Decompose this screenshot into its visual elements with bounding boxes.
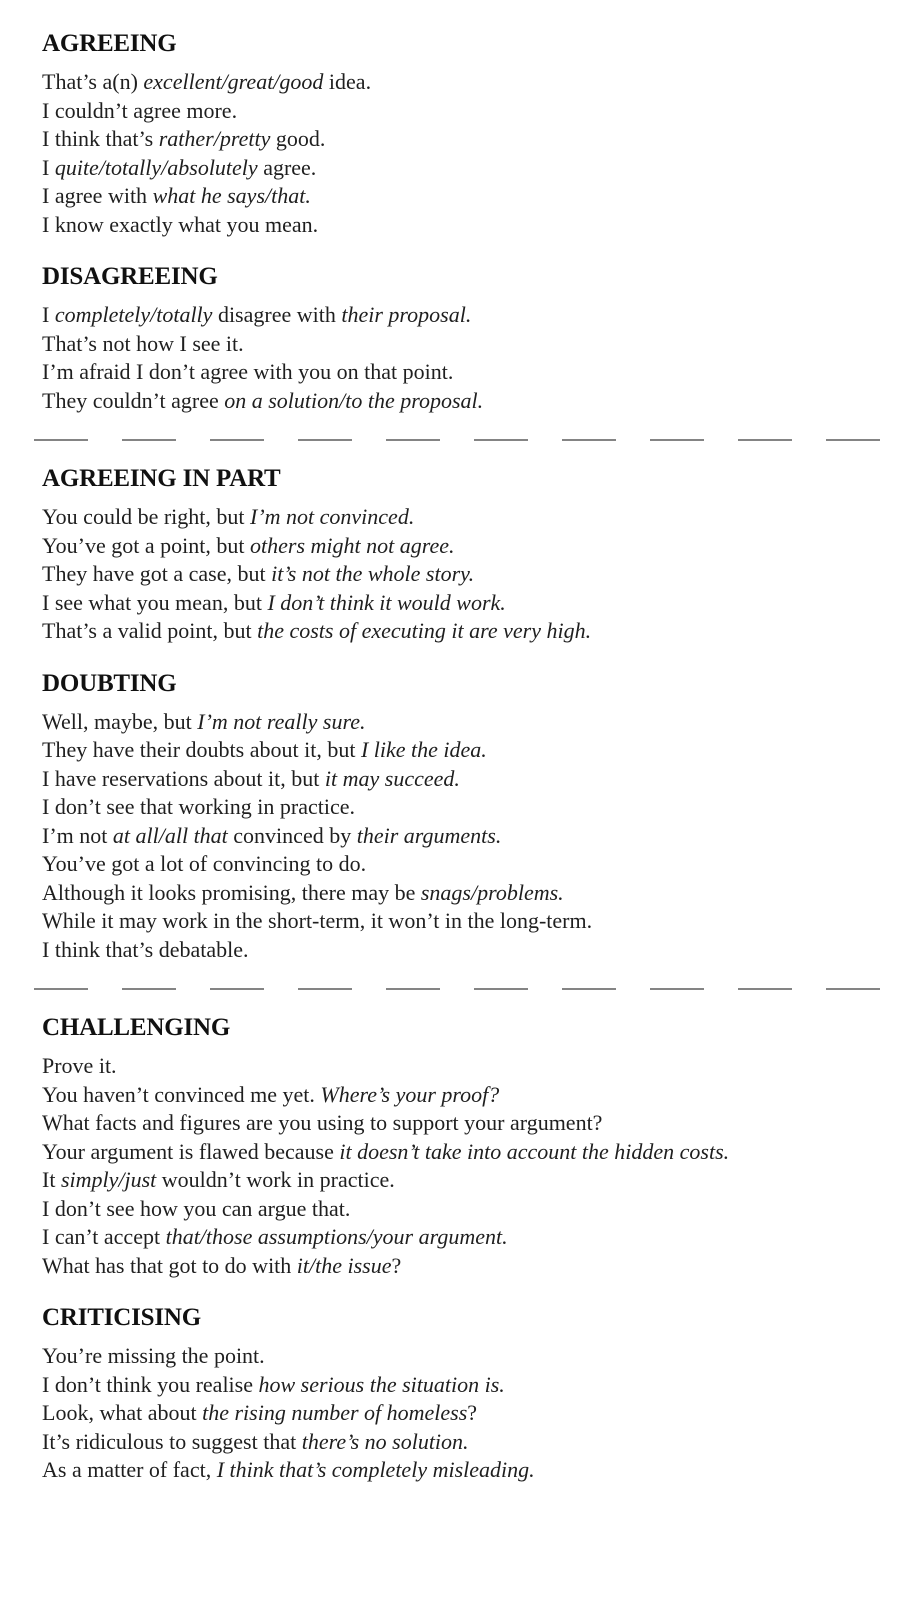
section-title-agreeing-in-part: AGREEING IN PART: [42, 465, 281, 492]
phrase-line: [42, 1252, 870, 1281]
phrase-text: It’s ridiculous to suggest that: [42, 1428, 302, 1454]
section-title-criticising: CRITICISING: [42, 1304, 201, 1331]
phrase-line: [42, 358, 870, 387]
phrase-variable-text: others might not agree.: [250, 532, 455, 558]
phrase-line: [42, 97, 870, 126]
phrase-variable-text: on a solution/to the proposal.: [224, 387, 484, 413]
phrase-text: I don’t think you realise: [42, 1371, 259, 1397]
phrase-variable-text: snags/problems.: [420, 879, 564, 905]
phrase-text: ?: [391, 1252, 402, 1278]
phrase-line: [42, 879, 870, 908]
phrase-line: [42, 503, 870, 532]
phrase-variable-text: quite/totally/absolutely: [54, 154, 258, 180]
section-agreeing-in-part: [42, 465, 870, 646]
section-divider: [34, 439, 888, 441]
phrase-line: [42, 1166, 870, 1195]
phrase-line: [42, 1052, 870, 1081]
phrase-line: [42, 1081, 870, 1110]
phrase-text: convinced by: [227, 822, 357, 848]
phrase-line: [42, 1371, 870, 1400]
section-challenging: [42, 1014, 870, 1280]
section-disagreeing: [42, 263, 870, 415]
phrase-text: That’s a valid point, but: [42, 618, 258, 643]
phrase-variable-text: the rising number of homeless: [202, 1400, 468, 1425]
page-content: [42, 30, 870, 1485]
phrase-line: [42, 822, 870, 851]
phrase-line: [42, 560, 870, 589]
phrase-line: [42, 936, 870, 965]
phrase-variable-text: I’m not convinced.: [250, 504, 415, 529]
section-divider: [34, 988, 888, 990]
phrase-variable-text: excellent/great/good: [143, 69, 324, 94]
phrase-line: [42, 589, 870, 618]
phrase-text: I’m not: [42, 822, 113, 848]
phrase-line: [42, 1428, 870, 1457]
phrase-line: [42, 154, 870, 183]
phrase-line: [42, 1456, 870, 1485]
phrase-text: Although it looks promising, there may be: [42, 879, 421, 905]
phrase-variable-text: simply/just: [60, 1167, 157, 1192]
phrase-text: You’ve got a point, but: [42, 532, 250, 558]
phrase-text: Well, maybe, but: [42, 708, 198, 734]
phrase-text: I don’t see that working in practice.: [42, 794, 355, 819]
phrase-text: I agree with: [42, 183, 153, 208]
phrase-variable-text: how serious the situation is.: [258, 1371, 505, 1397]
phrase-text: Prove it.: [42, 1053, 117, 1078]
phrase-text: What has that got to do with: [42, 1252, 297, 1278]
phrase-text: I see what you mean, but: [42, 589, 268, 615]
phrase-variable-text: rather/pretty: [158, 126, 271, 151]
phrase-text: You could be right, but: [42, 504, 250, 529]
section-title-challenging: CHALLENGING: [42, 1014, 231, 1041]
phrase-line: [42, 211, 870, 240]
phrase-text: While it may work in the short-term, it won’t in the long-term.: [42, 908, 593, 933]
phrase-line: [42, 301, 870, 330]
phrase-line: [42, 387, 870, 416]
phrase-text: idea.: [323, 69, 372, 94]
phrase-variable-text: their proposal.: [341, 302, 472, 327]
phrase-text: Your argument is flawed because: [42, 1138, 340, 1164]
phrase-text: good.: [270, 126, 326, 151]
section-doubting: [42, 670, 870, 965]
section-title-doubting: DOUBTING: [42, 669, 177, 697]
phrase-text: They have got a case, but: [42, 561, 272, 586]
phrase-variable-text: it’s not the whole story.: [271, 561, 475, 586]
phrase-text: I: [42, 154, 55, 180]
phrase-text: Look, what about: [42, 1400, 203, 1425]
phrase-line: [42, 1399, 870, 1428]
phrase-line: [42, 1138, 870, 1167]
phrase-text: You’ve got a lot of convincing to do.: [42, 851, 367, 876]
phrase-line: [42, 68, 870, 97]
phrase-variable-text: it may succeed.: [324, 765, 460, 791]
phrase-variable-text: completely/totally: [54, 302, 213, 327]
phrase-text: ?: [467, 1400, 478, 1425]
phrase-line: [42, 532, 870, 561]
phrase-text: wouldn’t work in practice.: [156, 1167, 395, 1192]
phrase-variable-text: I like the idea.: [360, 737, 487, 762]
phrase-variable-text: there’s no solution.: [301, 1428, 469, 1454]
phrase-text: That’s a(n): [42, 69, 144, 94]
phrase-text: I: [42, 302, 55, 327]
phrase-text: I’m afraid I don’t agree with you on that point.: [42, 359, 454, 384]
phrase-line: [42, 1342, 870, 1371]
phrase-text: As a matter of fact,: [42, 1457, 217, 1482]
phrase-variable-text: Where’s your proof?: [320, 1081, 500, 1107]
phrase-variable-text: it doesn’t take into account the hidden costs.: [339, 1138, 730, 1164]
phrase-variable-text: what he says/that.: [152, 183, 311, 208]
phrase-text: I have reservations about it, but: [42, 765, 325, 791]
phrase-text: I think that’s debatable.: [42, 936, 249, 962]
phrase-variable-text: at all/all that: [112, 822, 228, 848]
phrase-text: I don’t see how you can argue that.: [42, 1195, 351, 1221]
phrase-variable-text: their arguments.: [356, 822, 502, 848]
phrase-text: I can’t accept: [42, 1224, 166, 1249]
phrase-text: I think that’s: [42, 126, 159, 151]
phrase-line: [42, 850, 870, 879]
phrase-line: [42, 1223, 870, 1252]
phrase-line: [42, 765, 870, 794]
section-agreeing: [42, 30, 870, 239]
phrase-line: [42, 330, 870, 359]
phrase-variable-text: I think that’s completely misleading.: [216, 1457, 535, 1482]
phrase-line: [42, 182, 870, 211]
phrase-text: That’s not how I see it.: [42, 330, 244, 356]
phrase-text: I know exactly what you mean.: [42, 211, 319, 237]
phrase-line: [42, 125, 870, 154]
phrase-text: I couldn’t agree more.: [42, 97, 238, 123]
phrase-text: It: [42, 1167, 61, 1192]
phrase-line: [42, 617, 870, 646]
section-title-agreeing: AGREEING: [42, 30, 177, 57]
phrase-text: They have their doubts about it, but: [42, 737, 361, 762]
phrase-text: They couldn’t agree: [42, 387, 225, 413]
phrase-variable-text: the costs of executing it are very high.: [257, 618, 592, 643]
phrase-line: [42, 736, 870, 765]
phrase-line: [42, 907, 870, 936]
section-criticising: [42, 1304, 870, 1485]
phrase-text: You haven’t convinced me yet.: [42, 1081, 321, 1107]
phrase-line: [42, 793, 870, 822]
phrase-text: You’re missing the point.: [42, 1343, 265, 1368]
phrase-line: [42, 1109, 870, 1138]
phrase-text: disagree with: [212, 302, 342, 327]
phrase-text: What facts and figures are you using to support your argument?: [42, 1110, 603, 1135]
phrase-variable-text: it/the issue: [296, 1252, 392, 1278]
phrase-variable-text: I’m not really sure.: [197, 708, 366, 734]
phrase-variable-text: I don’t think it would work.: [267, 589, 506, 615]
phrase-text: agree.: [257, 154, 317, 180]
phrase-variable-text: that/those assumptions/your argument.: [165, 1224, 508, 1249]
phrase-line: [42, 708, 870, 737]
phrase-line: [42, 1195, 870, 1224]
section-title-disagreeing: DISAGREEING: [42, 263, 218, 290]
